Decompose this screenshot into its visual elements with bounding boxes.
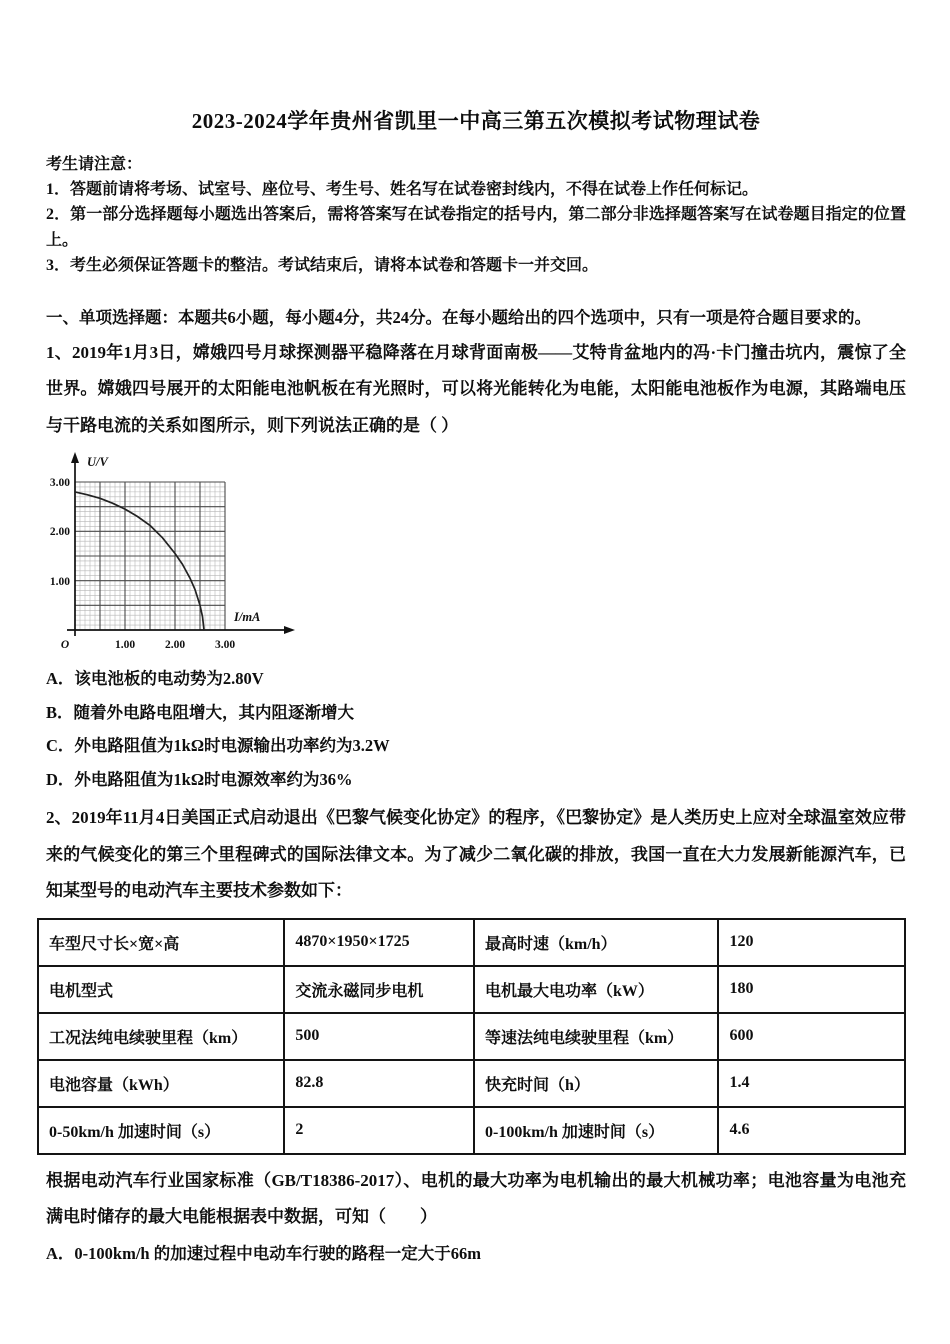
x-axis-label: I/mA bbox=[234, 610, 261, 625]
notice-item-3: 3．考生必须保证答题卡的整洁。考试结束后，请将本试卷和答题卡一并交回。 bbox=[46, 257, 599, 275]
table-cell: 600 bbox=[718, 1013, 905, 1060]
table-row bbox=[38, 1107, 905, 1154]
table-cell: 电机型式 bbox=[38, 966, 284, 1013]
notice-heading: 考生请注意： bbox=[46, 156, 143, 173]
notice-item-1: 1．答题前请将考场、试室号、座位号、考生号、姓名写在试卷密封线内，不得在试卷上作任何标记。 bbox=[46, 181, 759, 198]
table-cell: 120 bbox=[718, 919, 905, 966]
y-tick-3: 3.00 bbox=[49, 477, 70, 490]
question-1-option-d: D．外电路阻值为1kΩ时电源效率约为36% bbox=[46, 769, 353, 789]
x-axis-arrow-icon bbox=[284, 626, 295, 634]
page-title: 2023-2024学年贵州省凯里一中高三第五次模拟考试物理试卷 bbox=[191, 109, 761, 133]
table-cell: 4870×1950×1725 bbox=[284, 919, 474, 966]
y-tick-2: 2.00 bbox=[49, 526, 70, 539]
table-cell: 0-50km/h 加速时间（s） bbox=[38, 1107, 284, 1154]
table-cell: 工况法纯电续驶里程（km） bbox=[38, 1013, 284, 1060]
y-tick-1: 1.00 bbox=[49, 576, 70, 589]
y-axis-arrow-icon bbox=[71, 452, 79, 463]
origin-label: O bbox=[60, 639, 70, 652]
table-cell: 500 bbox=[284, 1013, 474, 1060]
question-2-option-a: A．0-100km/h 的加速过程中电动车行驶的路程一定大于66m bbox=[46, 1243, 481, 1263]
table-cell: 最高时速（km/h） bbox=[474, 919, 718, 966]
table-cell: 车型尺寸长×宽×高 bbox=[38, 919, 284, 966]
table-cell: 2 bbox=[284, 1107, 474, 1154]
table-row bbox=[38, 966, 905, 1013]
uv-current-chart bbox=[40, 450, 320, 662]
table-cell: 1.4 bbox=[718, 1060, 905, 1107]
question-1-text: 1、2019年1月3日，嫦娥四号月球探测器平稳降落在月球背面南极——艾特肯盆地内的冯·卡门撞击坑内，震惊了全世界。嫦娥四号展开的太阳能电池帆板在有光照时，可以将光能转化为电能，太阳能电池板作为电源，其路端电压与干路电流的关系如图所示，则下列说法正确的是（ ） bbox=[46, 342, 906, 435]
table-cell: 180 bbox=[718, 966, 905, 1013]
y-axis-label: U/V bbox=[87, 455, 108, 470]
question-1-option-c: C．外电路阻值为1kΩ时电源输出功率约为3.2W bbox=[46, 736, 390, 756]
x-tick-2: 2.00 bbox=[164, 639, 186, 652]
table-row bbox=[38, 1013, 905, 1060]
notice-item-2: 2．第一部分选择题每小题选出答案后，需将答案写在试卷指定的括号内，第二部分非选择题答案写在试卷题目指定的位置上。 bbox=[46, 206, 906, 249]
section-1-heading: 一、单项选择题：本题共6小题，每小题4分，共24分。在每小题给出的四个选项中，只有一项是符合题目要求的。 bbox=[46, 307, 871, 327]
x-tick-3: 3.00 bbox=[214, 639, 236, 652]
table-cell: 快充时间（h） bbox=[474, 1060, 718, 1107]
table-row bbox=[38, 919, 905, 966]
question-1-option-b: B．随着外电路电阻增大，其内阻逐渐增大 bbox=[46, 702, 355, 722]
table-cell: 82.8 bbox=[284, 1060, 474, 1107]
table-cell: 等速法纯电续驶里程（km） bbox=[474, 1013, 718, 1060]
table-cell: 0-100km/h 加速时间（s） bbox=[474, 1107, 718, 1154]
table-cell: 电池容量（kWh） bbox=[38, 1060, 284, 1107]
table-cell: 交流永磁同步电机 bbox=[284, 966, 474, 1013]
question-2-after-table-text: 根据电动汽车行业国家标准（GB/T18386-2017）、电机的最大功率为电机输出的最大机械功率；电池容量为电池充满电时储存的最大电能根据表中数据，可知（ ） bbox=[46, 1170, 906, 1227]
table-cell: 电机最大电功率（kW） bbox=[474, 966, 718, 1013]
table-cell: 4.6 bbox=[718, 1107, 905, 1154]
vehicle-spec-table bbox=[37, 918, 906, 1155]
question-1-option-a: A．该电池板的电动势为2.80V bbox=[46, 669, 264, 689]
question-2-text: 2、2019年11月4日美国正式启动退出《巴黎气候变化协定》的程序，《巴黎协定》是人类历史上应对全球温室效应带来的气候变化的第三个里程碑式的国际法律文本。为了减少二氧化碳的排放，我国一直在大力发展新能源汽车，已知某型号的电动汽车主要技术参数如下： bbox=[46, 808, 906, 901]
chart-grid bbox=[75, 482, 225, 630]
x-tick-1: 1.00 bbox=[114, 639, 136, 652]
table-row bbox=[38, 1060, 905, 1107]
